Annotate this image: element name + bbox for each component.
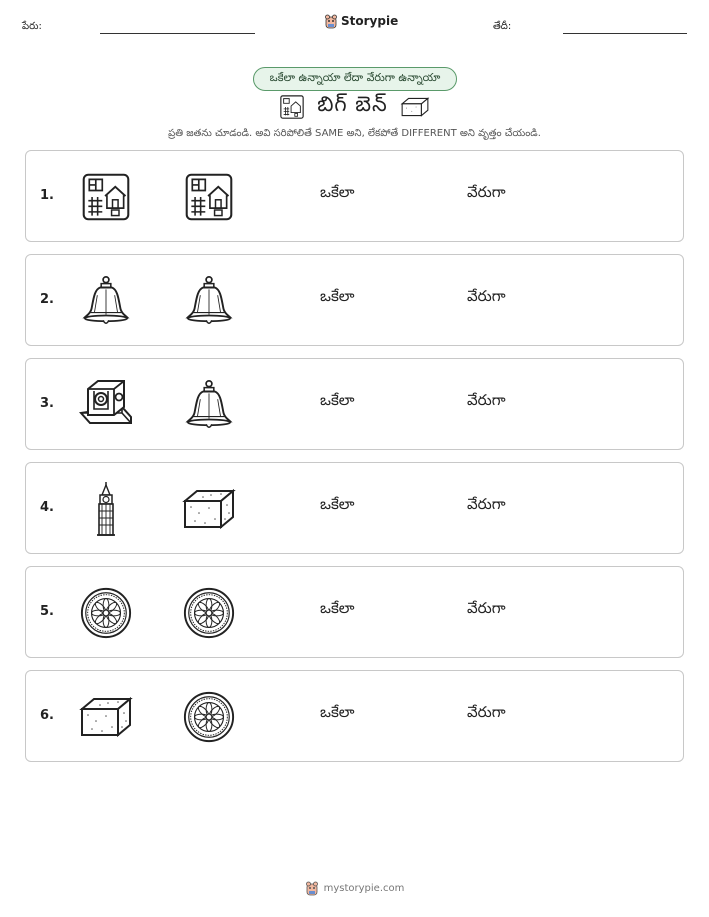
floor-plan-icon xyxy=(78,169,134,225)
stone-block-icon xyxy=(181,481,237,537)
different-option[interactable]: వేరుగా xyxy=(467,391,506,409)
bell-icon xyxy=(78,273,134,329)
item-card xyxy=(25,670,684,762)
same-option[interactable]: ఒకేలా xyxy=(320,495,355,513)
same-option[interactable]: ఒకేలా xyxy=(320,599,355,617)
same-option[interactable]: ఒకేలా xyxy=(320,703,355,721)
item-number: 5. xyxy=(40,604,54,619)
different-option[interactable]: వేరుగా xyxy=(467,495,506,513)
brand-logo xyxy=(324,13,398,29)
floor-plan-icon xyxy=(181,169,237,225)
item-card xyxy=(25,254,684,346)
item-number: 6. xyxy=(40,708,54,723)
stone-block-icon xyxy=(78,689,134,745)
title-row xyxy=(0,93,709,121)
bell-icon xyxy=(181,377,237,433)
different-option[interactable]: వేరుగా xyxy=(467,599,506,617)
rose-window-icon xyxy=(181,585,237,641)
item-card xyxy=(25,358,684,450)
date-line[interactable] xyxy=(563,33,687,34)
instructions: ప్రతి జతను చూడండి. అవి సరిపోలితే SAME అని, లేకపోతే DIFFERENT అని వృత్తం చేయండి. xyxy=(168,128,541,139)
different-option[interactable]: వేరుగా xyxy=(467,287,506,305)
item-number: 3. xyxy=(40,396,54,411)
rose-window-icon xyxy=(181,689,237,745)
mascot-icon xyxy=(324,13,338,29)
name-label: పేరు: xyxy=(22,21,42,32)
different-option[interactable]: వేరుగా xyxy=(467,703,506,721)
item-number: 4. xyxy=(40,500,54,515)
stone-block-icon xyxy=(400,96,430,118)
item-number: 1. xyxy=(40,188,54,203)
same-option[interactable]: ఒకేలా xyxy=(320,183,355,201)
brand-name: Storypie xyxy=(341,14,399,28)
item-card xyxy=(25,150,684,242)
footer xyxy=(0,880,709,896)
item-number: 2. xyxy=(40,292,54,307)
name-line[interactable] xyxy=(100,33,255,34)
same-option[interactable]: ఒకేలా xyxy=(320,391,355,409)
mascot-icon xyxy=(305,880,319,896)
same-option[interactable]: ఒకేలా xyxy=(320,287,355,305)
clock-mechanism-icon xyxy=(78,377,134,433)
different-option[interactable]: వేరుగా xyxy=(467,183,506,201)
rose-window-icon xyxy=(78,585,134,641)
item-card xyxy=(25,462,684,554)
date-label: తేదీ: xyxy=(493,21,512,32)
floor-plan-icon xyxy=(279,94,305,120)
clock-tower-icon xyxy=(78,481,134,537)
activity-badge: ఒకేలా ఉన్నాయా లేదా వేరుగా ఉన్నాయా xyxy=(253,67,457,91)
bell-icon xyxy=(181,273,237,329)
footer-url[interactable]: mystorypie.com xyxy=(323,882,405,894)
item-card xyxy=(25,566,684,658)
page-title: బిగ్ బెన్ xyxy=(317,92,388,116)
